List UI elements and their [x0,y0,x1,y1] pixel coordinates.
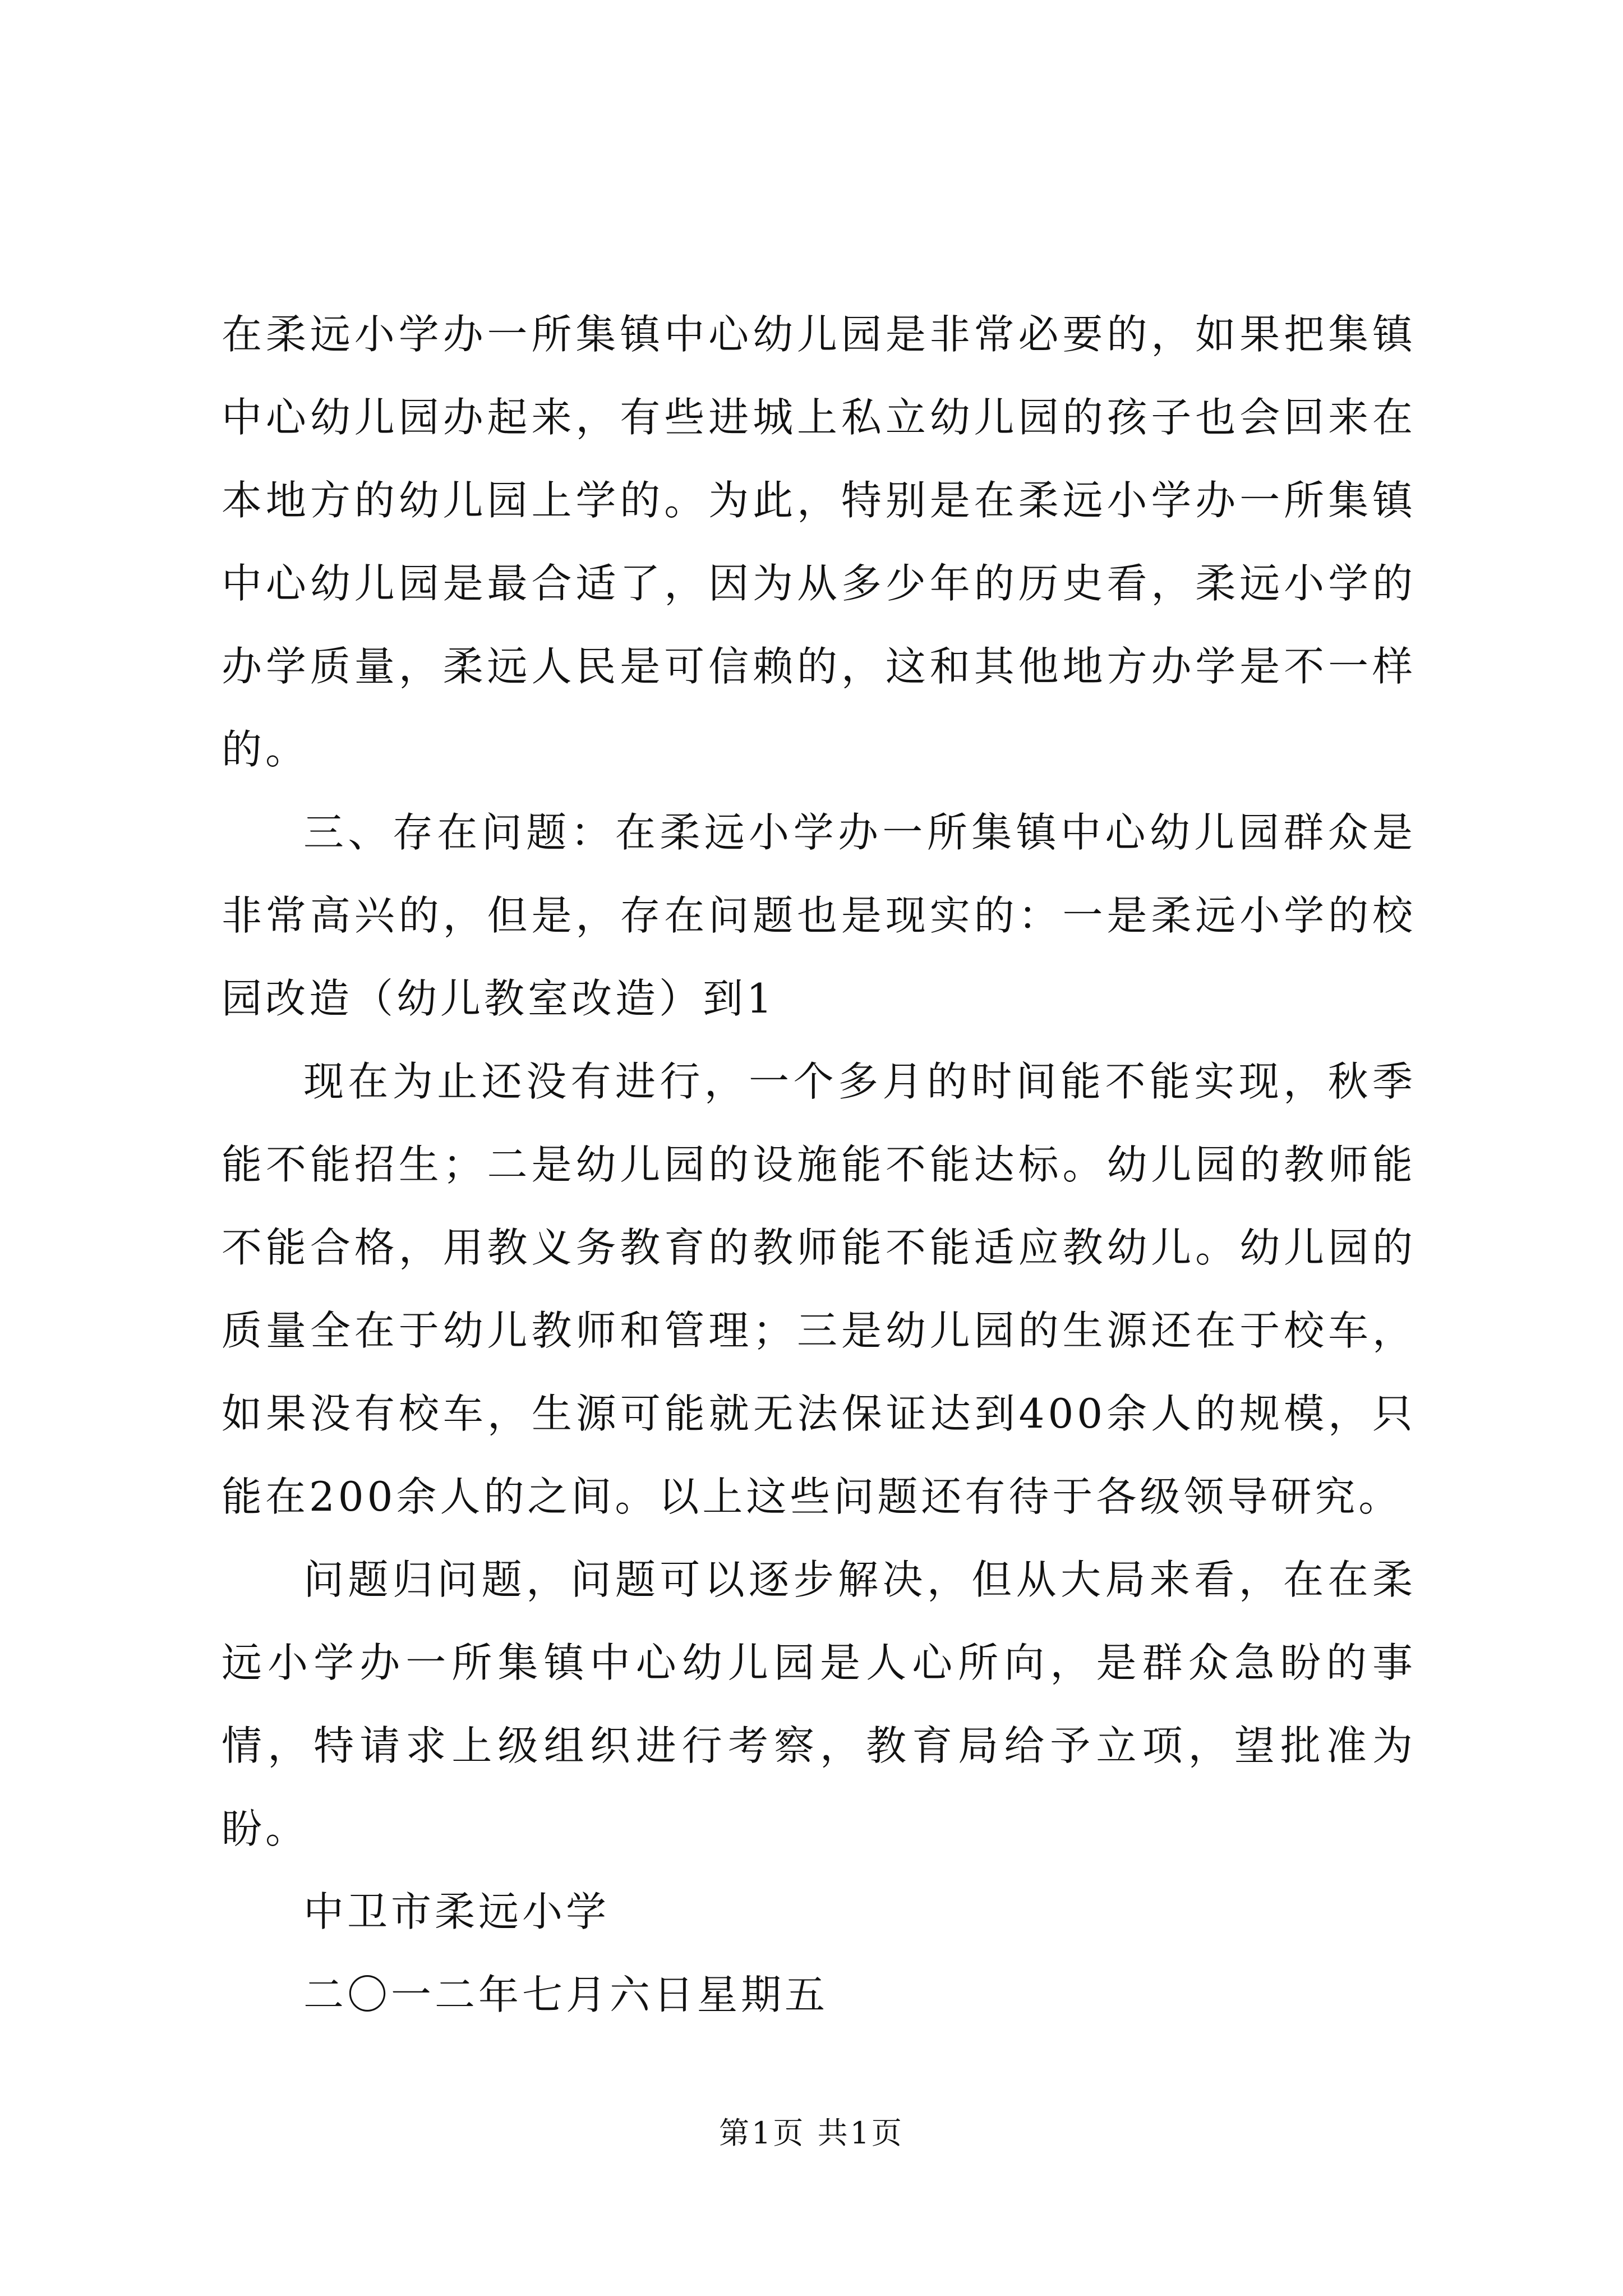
paragraph-continuation: 在柔远小学办一所集镇中心幼儿园是非常必要的，如果把集镇中心幼儿园办起来，有些进城上私立幼儿园的孩子也会回来在本地方的幼儿园上学的。为此，特别是在柔远小学办一所集镇中心幼儿园是最合适了，因为从多少年的历史看，柔远小学的办学质量，柔远人民是可信赖的，这和其他地方办学是不一样的。 [222,311,1416,773]
signature-organization: 中卫市柔远小学 [303,1888,610,1935]
paragraph-request: 问题归问题，问题可以逐步解决，但从大局来看，在在柔远小学办一所集镇中心幼儿园是人心所向，是群众急盼的事情，特请求上级组织进行考察，教育局给予立项，望批准为盼。 [222,1556,1416,1852]
paragraph-problem-details: 现在为止还没有进行，一个多月的时间能不能实现，秋季能不能招生；二是幼儿园的设施能不能达标。幼儿园的教师能不能合格，用教义务教育的教师能不能适应教幼儿。幼儿园的质量全在于幼儿教师和管理；三是幼儿园的生源还在于校车，如果没有校车，生源可能就无法保证达到400余人的规模，只能在200余人的之间。以上这些问题还有待于各级领导研究。 [222,1058,1416,1520]
page-footer: 第1页 共1页 [719,2115,904,2151]
paragraph-existing-problems: 三、存在问题：在柔远小学办一所集镇中心幼儿园群众是非常高兴的，但是，存在问题也是现实的：一是柔远小学的校园改造（幼儿教室改造）到1 [222,809,1416,1022]
signature-date: 二〇一二年七月六日星期五 [303,1971,829,2018]
document-body [222,293,1416,2036]
